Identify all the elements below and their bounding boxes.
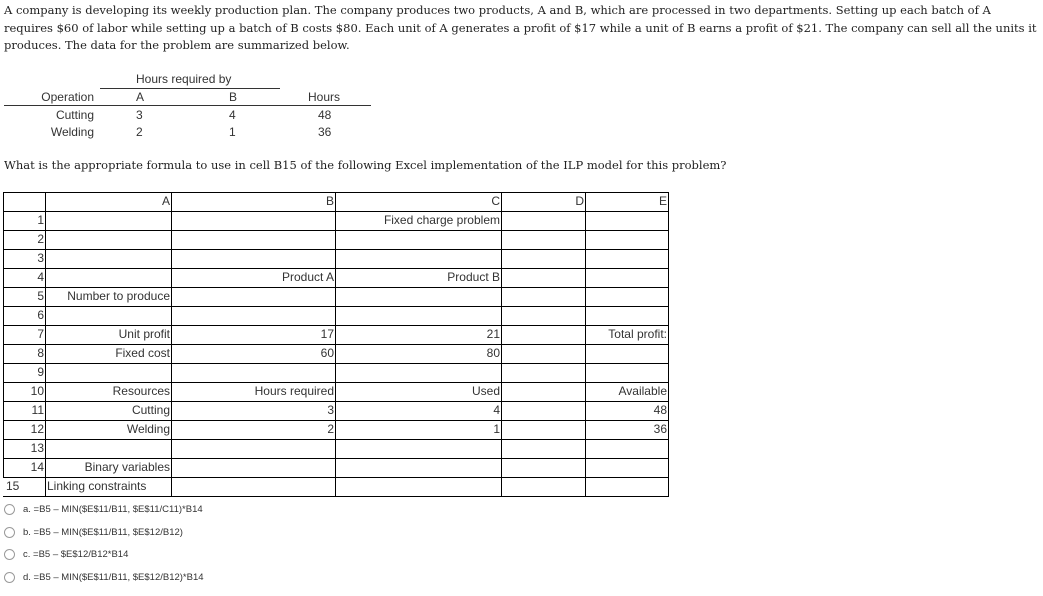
row-cutting-a: 3 <box>136 108 143 122</box>
cell-b7: 17 <box>320 327 334 341</box>
option-a[interactable] <box>4 502 203 516</box>
column-header-a: A <box>161 194 170 208</box>
option-c-label: c. =B5 – $E$12/B12*B14 <box>23 548 129 560</box>
hours-group-header: Hours required by <box>136 72 232 86</box>
column-header-e: E <box>658 194 667 208</box>
row-cutting-label: Cutting <box>55 108 94 122</box>
grid-line <box>3 439 669 440</box>
row-number: 2 <box>37 232 44 246</box>
cell-a14: Binary variables <box>84 460 170 474</box>
cell-c12: 1 <box>493 422 500 436</box>
grid-line <box>3 249 669 250</box>
row-number: 3 <box>37 251 44 265</box>
cell-c4: Product B <box>447 270 500 284</box>
option-d[interactable] <box>4 570 204 584</box>
row-number: 11 <box>31 403 44 417</box>
header-hours: Hours <box>308 90 341 104</box>
cell-c10: Used <box>471 384 500 398</box>
cell-a12: Welding <box>126 422 170 436</box>
cell-c7: 21 <box>486 327 500 341</box>
radio-button-icon[interactable] <box>4 504 15 515</box>
option-a-label: a. =B5 – MIN($E$11/B11, $E$11/C11)*B14 <box>23 503 203 515</box>
column-header-c: C <box>491 194 500 208</box>
row-number: 9 <box>37 365 44 379</box>
row-number: 5 <box>37 289 44 303</box>
header-a: A <box>136 90 145 104</box>
row-cutting-b: 4 <box>229 108 236 122</box>
row-number: 8 <box>37 346 44 360</box>
option-c[interactable] <box>4 547 128 561</box>
cell-a8: Fixed cost <box>115 346 170 360</box>
row-number: 12 <box>30 422 44 436</box>
cell-e11: 48 <box>653 403 667 417</box>
row-number: 6 <box>37 308 44 322</box>
row-cutting-hours: 48 <box>318 108 332 122</box>
row-number: 7 <box>37 327 44 341</box>
cell-a7: Unit profit <box>118 327 170 341</box>
cell-e12: 36 <box>653 422 667 436</box>
cell-e7: Total profit: <box>608 327 667 341</box>
cell-c1: Fixed charge problem <box>383 213 500 227</box>
cell-b4: Product A <box>281 270 334 284</box>
row-number: 15 <box>6 479 20 493</box>
cell-a15: Linking constraints <box>47 479 147 493</box>
cell-a10: Resources <box>112 384 170 398</box>
row-number: 14 <box>30 460 44 474</box>
problem-intro: A company is developing its weekly production plan. The company produces two products, A and B, which are processed in two departments. Setting up each batch of A requires $60 of labor while setting up a batch of B costs $80. Each unit of A generates a profit of $17 while a unit of B earns a profit of $21. The company can sell all the units it produces. The data for the problem are summarized below. <box>4 3 1037 52</box>
header-rule <box>4 105 371 106</box>
grid-line <box>585 192 586 496</box>
question-text: What is the appropriate formula to use in cell B15 of the following Excel implementation of the ILP model for this problem? <box>4 158 727 172</box>
hours-table <box>0 70 380 142</box>
cell-e10: Available <box>618 384 667 398</box>
grid-line <box>668 192 669 496</box>
row-welding-a: 2 <box>136 125 143 139</box>
row-number: 1 <box>37 213 44 227</box>
option-b[interactable] <box>4 525 183 539</box>
row-welding-b: 1 <box>229 125 236 139</box>
grid-line <box>3 363 669 364</box>
excel-sheet <box>3 192 669 496</box>
header-b: B <box>229 90 238 104</box>
cell-c11: 4 <box>493 403 500 417</box>
row-welding-label: Welding <box>50 125 94 139</box>
cell-b11: 3 <box>327 403 334 417</box>
row-number: 4 <box>37 270 44 284</box>
header-operation: Operation <box>41 90 94 104</box>
row-number: 13 <box>30 441 44 455</box>
cell-b12: 2 <box>327 422 334 436</box>
grid-line <box>3 496 669 497</box>
cell-b8: 60 <box>320 346 334 360</box>
row-welding-hours: 36 <box>318 125 332 139</box>
cell-a5: Number to produce <box>67 289 170 303</box>
radio-button-icon[interactable] <box>4 527 15 538</box>
grid-line <box>501 192 502 496</box>
radio-button-icon[interactable] <box>4 549 15 560</box>
cell-b10: Hours required <box>254 384 334 398</box>
group-header-rule <box>100 88 280 89</box>
column-header-b: B <box>325 194 334 208</box>
row-number: 10 <box>30 384 44 398</box>
option-d-label: d. =B5 – MIN($E$11/B11, $E$12/B12)*B14 <box>23 571 204 583</box>
column-header-d: D <box>575 194 584 208</box>
option-b-label: b. =B5 – MIN($E$11/B11, $E$12/B12) <box>23 526 183 538</box>
cell-a11: Cutting <box>131 403 170 417</box>
grid-line <box>3 230 669 231</box>
cell-c8: 80 <box>486 346 500 360</box>
grid-line <box>3 306 669 307</box>
radio-button-icon[interactable] <box>4 572 15 583</box>
